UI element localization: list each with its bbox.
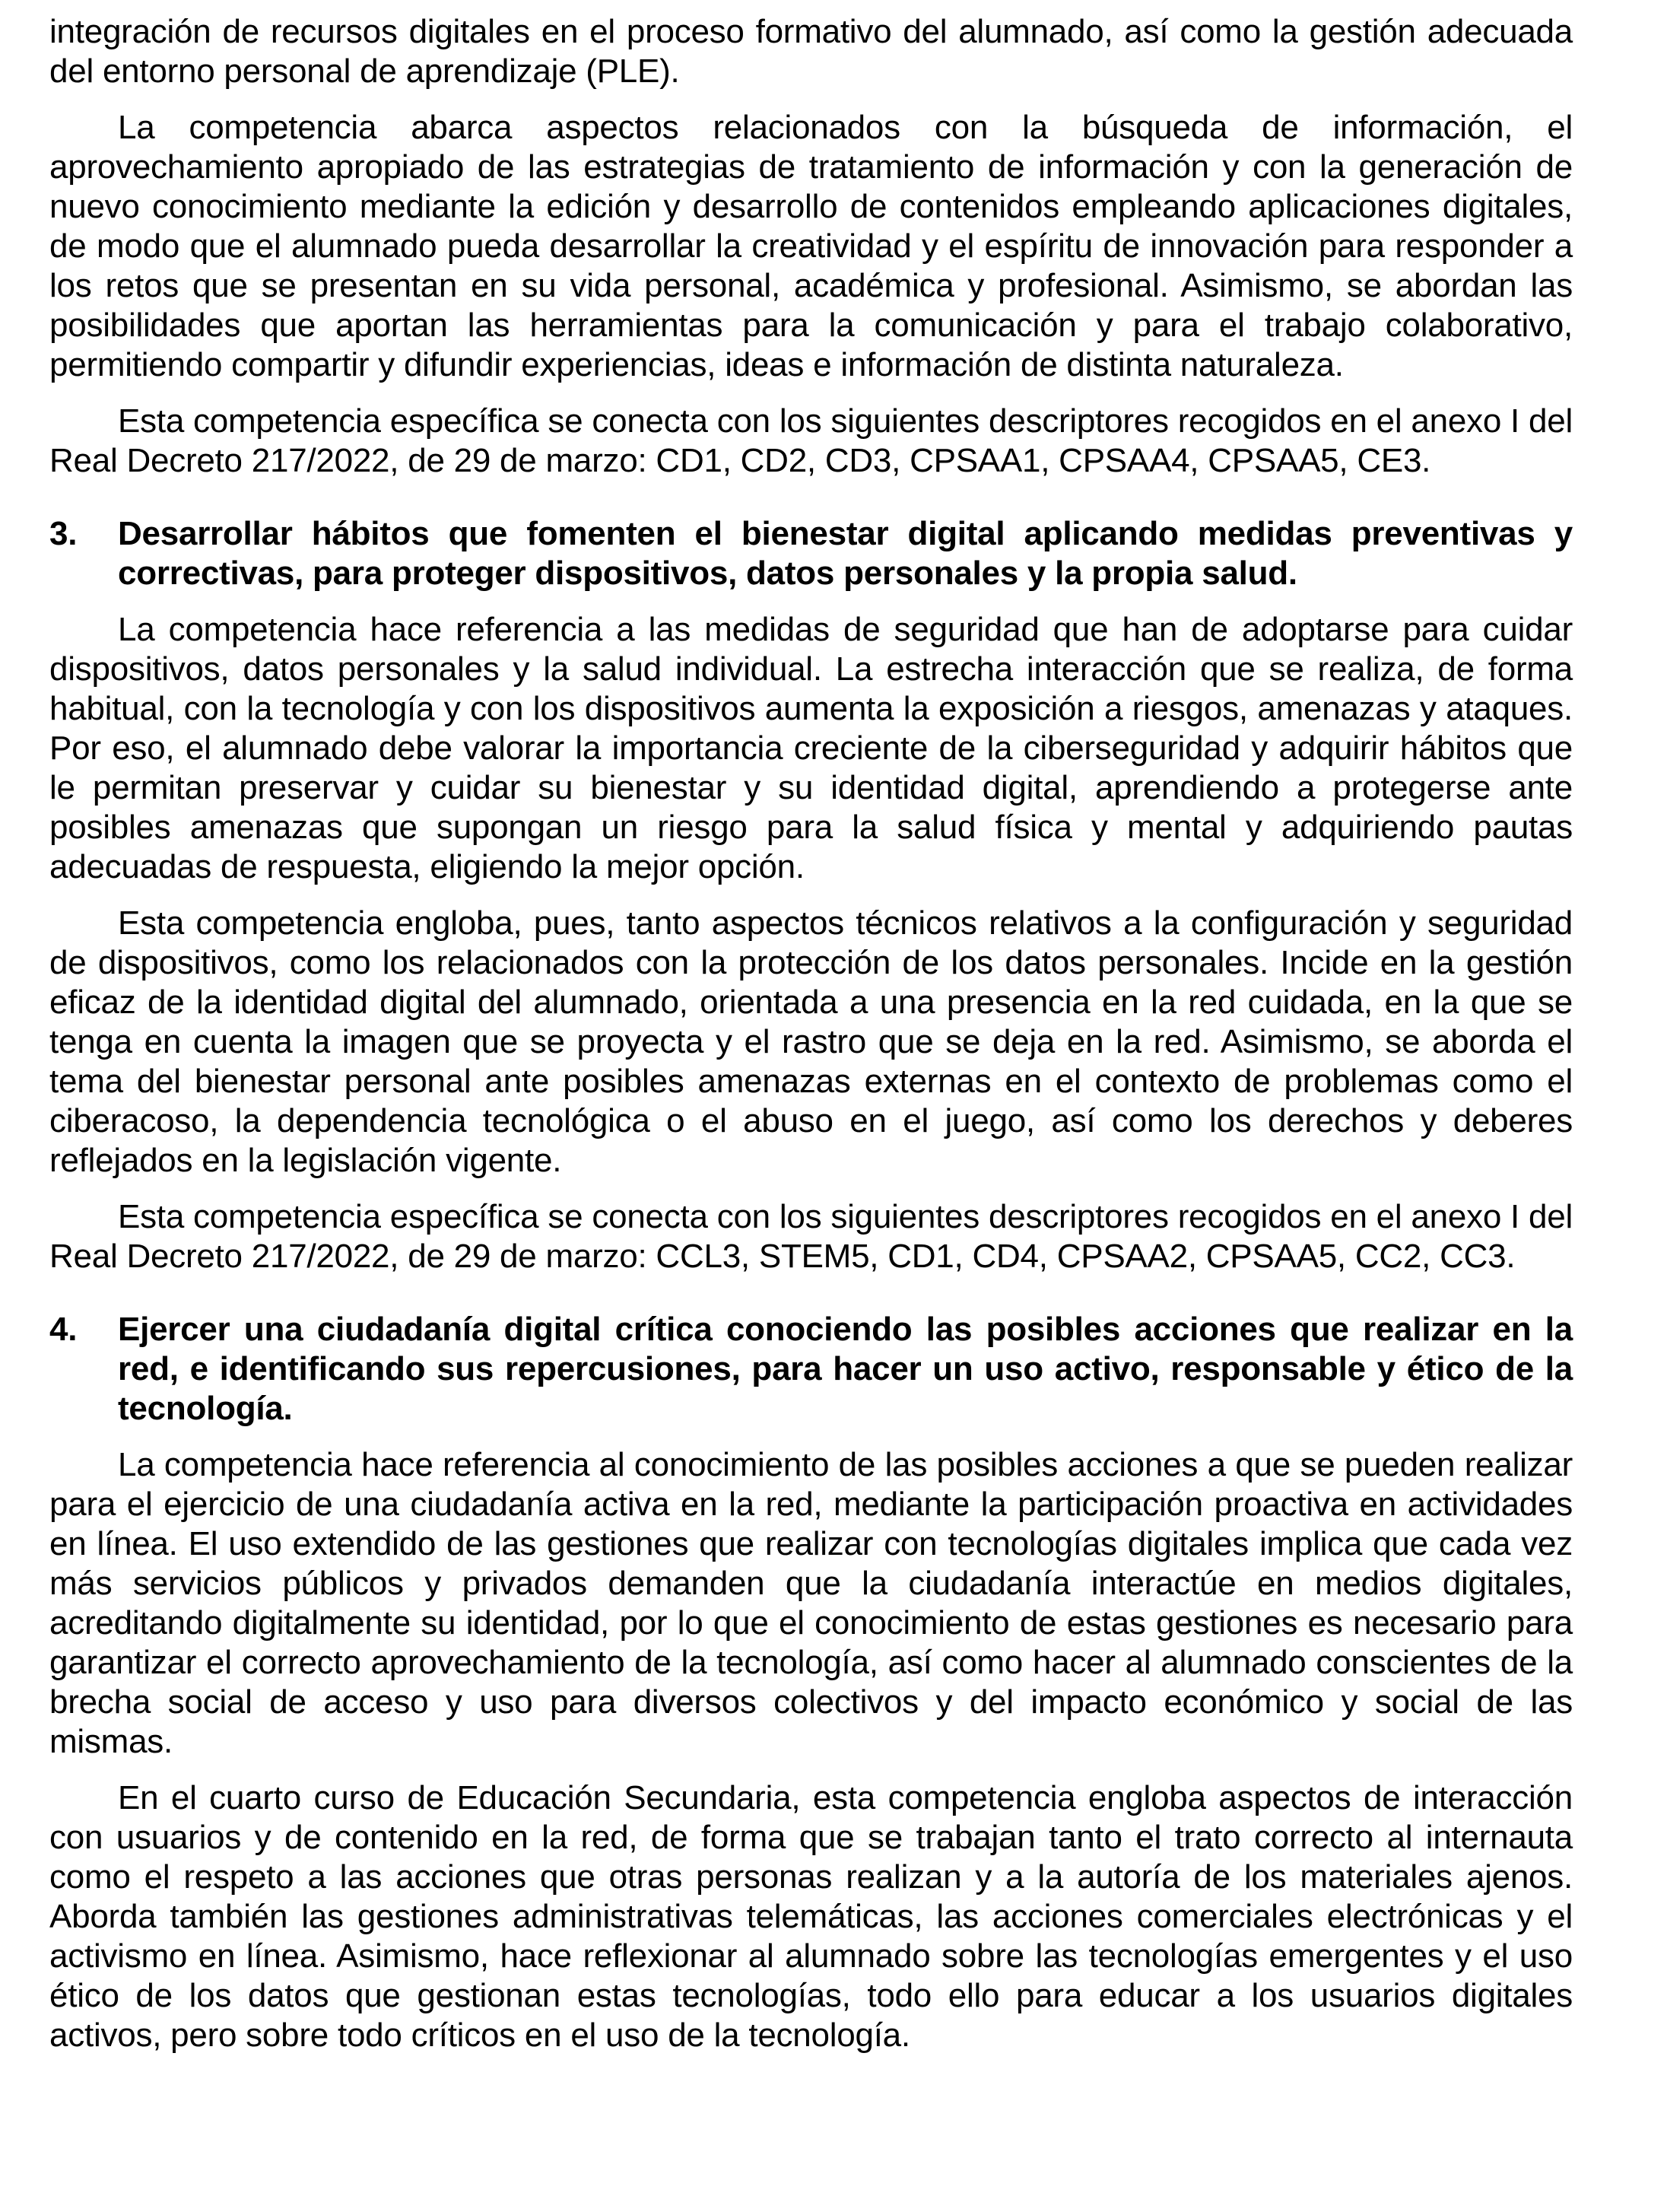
paragraph: En el cuarto curso de Educación Secundaria, esta competencia engloba aspectos de interacción con usuarios y de contenido en la red, de forma que se trabajan tanto el trato correcto al internauta como el respeto a las acciones que otras personas realizan y a la autoría de los materiales ajenos. Aborda también las gestiones administrativas telemáticas, las acciones comerciales electrónicas y el activismo en línea. Asimismo, hace reflexionar al alumnado sobre las tecnologías emergentes y el uso ético de los datos que gestionan estas tecnologías, todo ello para educar a los usuarios digitales activos, pero sobre todo críticos en el uso de la tecnología.: [49, 1779, 1573, 2054]
heading-text: Ejercer una ciudadanía digital crítica conociendo las posibles acciones que realizar en la red, e identificando sus repercusiones, para hacer un uso activo, responsable y ético de la tecnología.: [118, 1311, 1573, 1427]
paragraph-descriptors-competence-2: Esta competencia específica se conecta con los siguientes descriptores recogidos en el anexo I del Real Decreto 217/2022, de 29 de marzo: CD1, CD2, CD3, CPSAA1, CPSAA4, CPSAA5, CE3.: [49, 402, 1573, 479]
heading-competence-4: [49, 1310, 1573, 1429]
paragraph: La competencia hace referencia al conocimiento de las posibles acciones a que se pueden realizar para el ejercicio de una ciudadanía activa en la red, mediante la participación proactiva en actividades en línea. El uso extendido de las gestiones que realizar con tecnologías digitales implica que cada vez más servicios públicos y privados demanden que la ciudadanía interactúe en medios digitales, acreditando digitalmente su identidad, por lo que el conocimiento de estas gestiones es necesario para garantizar el correcto aprovechamiento de la tecnología, así como hacer al alumnado conscientes de la brecha social de acceso y uso para diversos colectivos y del impacto económico y social de las mismas.: [49, 1446, 1573, 1760]
heading-number: 4.: [49, 1311, 78, 1348]
heading-number: 3.: [49, 515, 78, 552]
paragraph-continuation: integración de recursos digitales en el proceso formativo del alumnado, así como la gestión adecuada del entorno personal de aprendizaje (PLE).: [49, 13, 1573, 90]
paragraph: Esta competencia engloba, pues, tanto aspectos técnicos relativos a la configuración y seguridad de dispositivos, como los relacionados con la protección de los datos personales. Incide en la gestión eficaz de la identidad digital del alumnado, orientada a una presencia en la red cuidada, en la que se tenga en cuenta la imagen que se proyecta y el rastro que se deja en la red. Asimismo, se aborda el tema del bienestar personal ante posibles amenazas externas en el contexto de problemas como el ciberacoso, la dependencia tecnológica o el abuso en el juego, así como los derechos y deberes reflejados en la legislación vigente.: [49, 904, 1573, 1179]
paragraph-descriptors-competence-3: Esta competencia específica se conecta con los siguientes descriptores recogidos en el anexo I del Real Decreto 217/2022, de 29 de marzo: CCL3, STEM5, CD1, CD4, CPSAA2, CPSAA5, CC2, CC3.: [49, 1198, 1573, 1275]
paragraph: La competencia hace referencia a las medidas de seguridad que han de adoptarse para cuidar dispositivos, datos personales y la salud individual. La estrecha interacción que se realiza, de forma habitual, con la tecnología y con los dispositivos aumenta la exposición a riesgos, amenazas y ataques. Por eso, el alumnado debe valorar la importancia creciente de la ciberseguridad y adquirir hábitos que le permitan preservar y cuidar su bienestar y su identidad digital, aprendiendo a protegerse ante posibles amenazas que supongan un riesgo para la salud física y mental y adquiriendo pautas adecuadas de respuesta, eligiendo la mejor opción.: [49, 611, 1573, 885]
paragraph: La competencia abarca aspectos relacionados con la búsqueda de información, el aprovechamiento apropiado de las estrategias de tratamiento de información y con la generación de nuevo conocimiento mediante la edición y desarrollo de contenidos empleando aplicaciones digitales, de modo que el alumnado pueda desarrollar la creatividad y el espíritu de innovación para responder a los retos que se presentan en su vida personal, académica y profesional. Asimismo, se abordan las posibilidades que aportan las herramientas para la comunicación y para el trabajo colaborativo, permitiendo compartir y difundir experiencias, ideas e información de distinta naturaleza.: [49, 109, 1573, 383]
heading-competence-3: [49, 514, 1573, 593]
heading-text: Desarrollar hábitos que fomenten el bienestar digital aplicando medidas preventivas y correctivas, para proteger dispositivos, datos personales y la propia salud.: [118, 515, 1573, 592]
